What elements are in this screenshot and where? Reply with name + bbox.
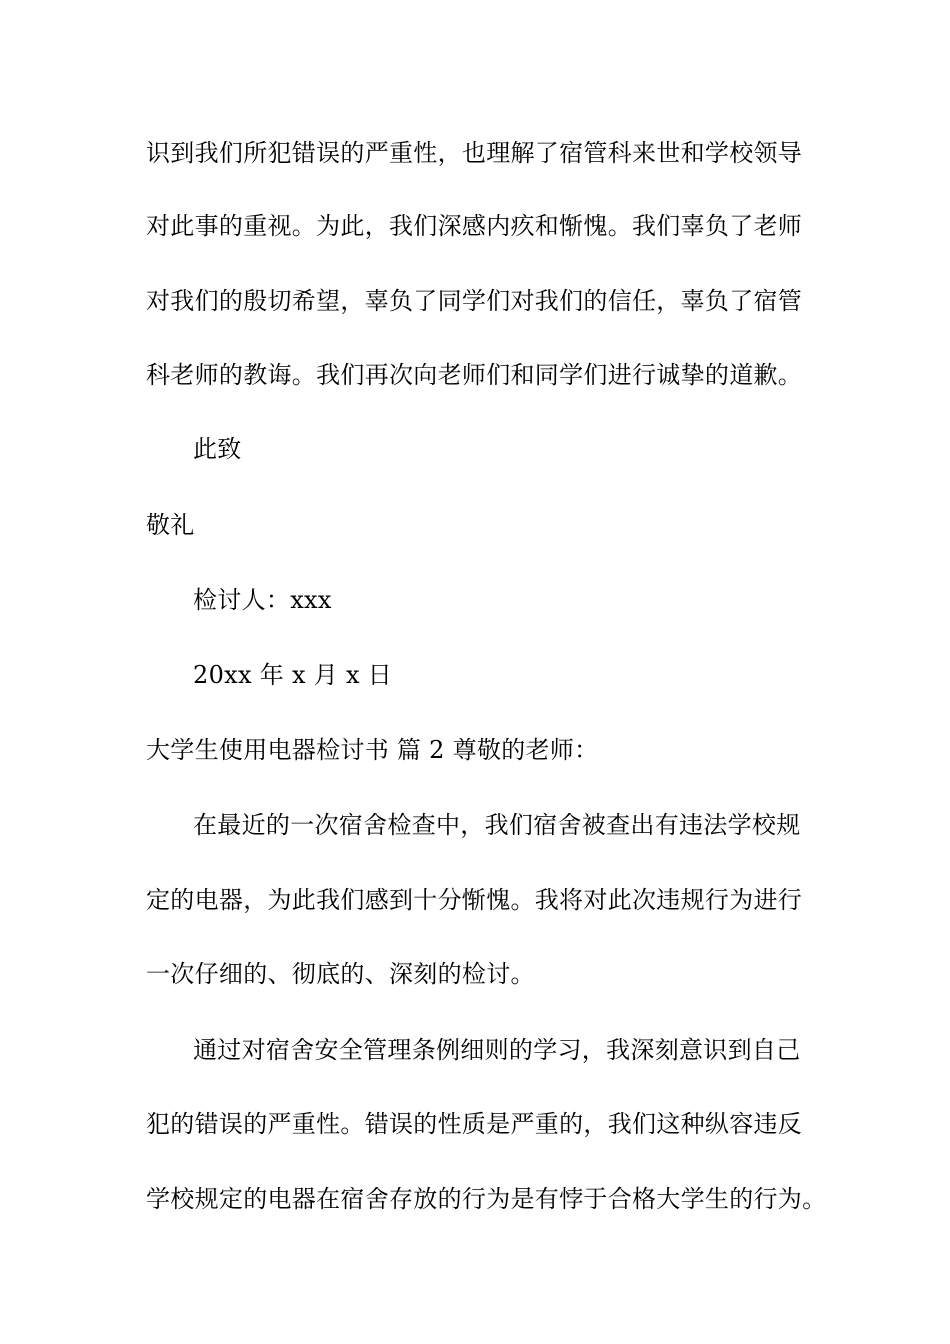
- paragraph-line: 犯的错误的严重性。错误的性质是严重的，我们这种纵容违反: [146, 1110, 803, 1138]
- paragraph-line: 一次仔细的、彻底的、深刻的检讨。: [146, 960, 535, 988]
- paragraph-line: 在最近的一次宿舍检查中，我们宿舍被查出有违法学校规: [193, 811, 801, 839]
- closing-regards: 敬礼: [146, 511, 195, 539]
- paragraph-line: 科老师的教诲。我们再次向老师们和同学们进行诚挚的道歉。: [146, 361, 803, 389]
- paragraph-line: 学校规定的电器在宿舍存放的行为是有悖于合格大学生的行为。: [146, 1185, 827, 1213]
- date-line: 20xx 年 x 月 x 日: [193, 661, 393, 689]
- section-heading: 大学生使用电器检讨书 篇 2 尊敬的老师：: [146, 736, 599, 764]
- closing-salutation: 此致: [193, 435, 242, 463]
- paragraph-line: 定的电器，为此我们感到十分惭愧。我将对此次违规行为进行: [146, 886, 803, 914]
- paragraph-line: 识到我们所犯错误的严重性，也理解了宿管科来世和学校领导: [146, 139, 803, 167]
- paragraph-line: 对我们的殷切希望，辜负了同学们对我们的信任，辜负了宿管: [146, 287, 803, 315]
- paragraph-line: 对此事的重视。为此，我们深感内疚和惭愧。我们辜负了老师: [146, 212, 803, 240]
- signer-line: 检讨人：xxx: [193, 586, 332, 614]
- paragraph-line: 通过对宿舍安全管理条例细则的学习，我深刻意识到自己: [193, 1036, 801, 1064]
